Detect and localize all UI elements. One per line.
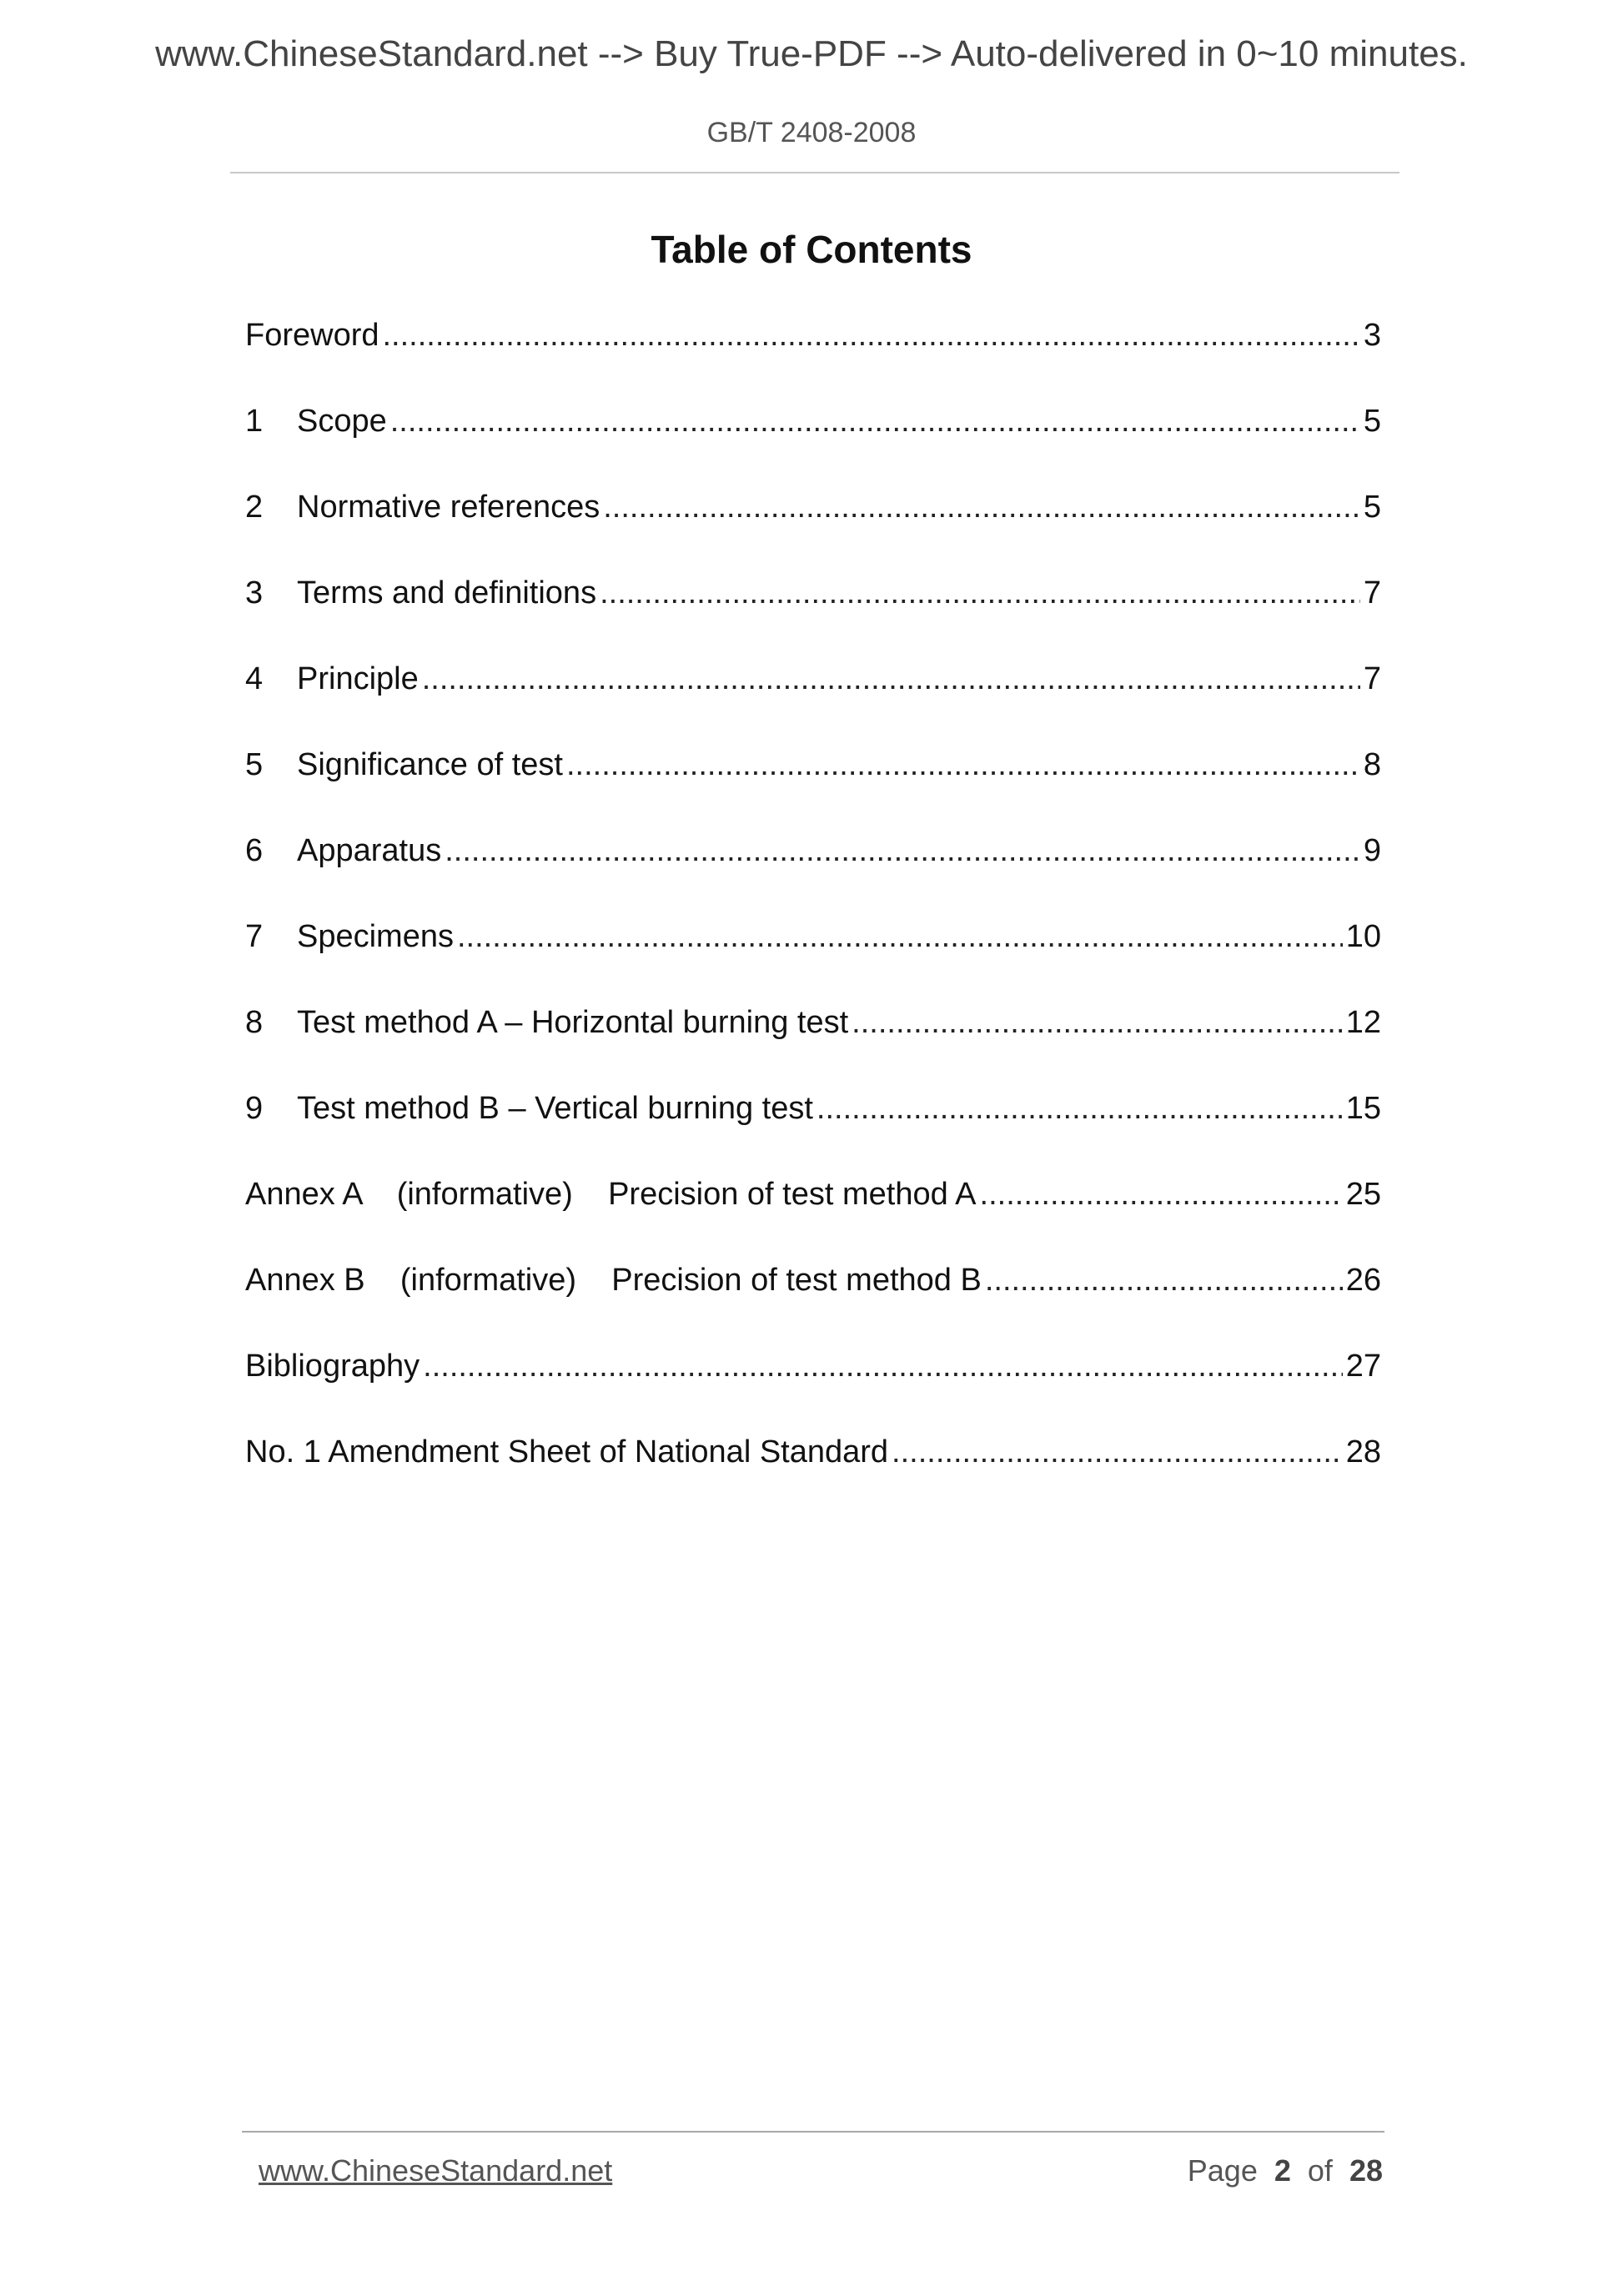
toc-entry-page: 9 <box>1363 833 1381 868</box>
toc-entry-label: Annex A (informative) Precision of test method A <box>245 1177 977 1212</box>
toc-entry-number: 6 <box>245 833 264 868</box>
toc-leader-dots <box>892 1427 1343 1477</box>
toc-entry-label: Terms and definitions <box>297 575 597 610</box>
toc-entry-foreword[interactable] <box>245 310 1381 396</box>
toc-entry-page: 7 <box>1363 575 1381 610</box>
toc-leader-dots <box>980 1169 1343 1219</box>
toc-entry-page: 8 <box>1363 747 1381 782</box>
toc-entry-page: 5 <box>1363 490 1381 525</box>
toc-leader-dots <box>600 568 1360 618</box>
toc-entry-number: 1 <box>245 404 264 439</box>
toc-leader-dots <box>603 482 1360 532</box>
footer-divider <box>242 2131 1384 2133</box>
document-code: GB/T 2408-2008 <box>706 117 917 148</box>
toc-entry-annex-b[interactable] <box>245 1255 1381 1341</box>
toc-entry-test-method-a[interactable] <box>245 997 1381 1083</box>
toc-entry-page: 27 <box>1345 1349 1381 1384</box>
toc-title: Table of Contents <box>651 228 972 271</box>
total-page-count: 28 <box>1349 2153 1383 2188</box>
toc-entry-page: 12 <box>1345 1005 1381 1040</box>
toc-entry-normative-references[interactable] <box>245 482 1381 568</box>
toc-entry-label: Apparatus <box>297 833 442 868</box>
toc-entry-apparatus[interactable] <box>245 826 1381 912</box>
toc-entry-number: 9 <box>245 1091 264 1126</box>
header-divider <box>230 172 1399 173</box>
toc-entry-page: 5 <box>1363 404 1381 439</box>
toc-entry-number: 8 <box>245 1005 264 1040</box>
toc-list <box>245 310 1381 1513</box>
toc-entry-bibliography[interactable] <box>245 1341 1381 1427</box>
toc-entry-page: 15 <box>1345 1091 1381 1126</box>
toc-entry-label: No. 1 Amendment Sheet of National Standard <box>245 1434 889 1470</box>
toc-entry-specimens[interactable] <box>245 912 1381 997</box>
toc-entry-scope[interactable] <box>245 396 1381 482</box>
toc-leader-dots <box>817 1083 1343 1133</box>
toc-entry-principle[interactable] <box>245 654 1381 740</box>
toc-entry-label: Principle <box>297 661 419 696</box>
toc-leader-dots <box>566 740 1360 790</box>
toc-entry-annex-a[interactable] <box>245 1169 1381 1255</box>
toc-entry-significance-of-test[interactable] <box>245 740 1381 826</box>
toc-entry-label: Foreword <box>245 318 379 353</box>
toc-leader-dots <box>457 912 1343 962</box>
toc-entry-number: 3 <box>245 575 264 610</box>
toc-entry-page: 3 <box>1363 318 1381 353</box>
toc-entry-amendment-sheet[interactable] <box>245 1427 1381 1513</box>
toc-leader-dots <box>852 997 1343 1048</box>
toc-entry-page: 28 <box>1345 1434 1381 1470</box>
toc-entry-page: 7 <box>1363 661 1381 696</box>
toc-entry-label: Test method B – Vertical burning test <box>297 1091 813 1126</box>
toc-entry-label: Annex B (informative) Precision of test method B <box>245 1263 982 1298</box>
toc-entry-page: 26 <box>1345 1263 1381 1298</box>
toc-leader-dots <box>423 1341 1343 1391</box>
toc-leader-dots <box>445 826 1360 876</box>
toc-leader-dots <box>985 1255 1343 1305</box>
page-indicator <box>1188 2153 1383 2188</box>
site-banner: www.ChineseStandard.net --> Buy True-PDF --> Auto-delivered in 0~10 minutes. <box>155 33 1468 74</box>
toc-entry-label: Bibliography <box>245 1349 420 1384</box>
toc-entry-page: 10 <box>1345 919 1381 954</box>
toc-entry-label: Significance of test <box>297 747 563 782</box>
toc-entry-label: Scope <box>297 404 387 439</box>
current-page-number: 2 <box>1274 2153 1291 2188</box>
toc-leader-dots <box>390 396 1360 446</box>
page-word: Page <box>1187 2153 1258 2188</box>
toc-entry-test-method-b[interactable] <box>245 1083 1381 1169</box>
of-word: of <box>1307 2153 1333 2188</box>
toc-entry-number: 5 <box>245 747 264 782</box>
footer-site-link[interactable]: www.ChineseStandard.net <box>259 2153 613 2188</box>
toc-entry-page: 25 <box>1345 1177 1381 1212</box>
toc-entry-number: 4 <box>245 661 264 696</box>
toc-entry-label: Test method A – Horizontal burning test <box>297 1005 849 1040</box>
toc-entry-label: Normative references <box>297 490 600 525</box>
toc-entry-terms-and-definitions[interactable] <box>245 568 1381 654</box>
toc-entry-number: 7 <box>245 919 264 954</box>
toc-entry-label: Specimens <box>297 919 454 954</box>
toc-entry-number: 2 <box>245 490 264 525</box>
toc-leader-dots <box>383 310 1360 360</box>
toc-leader-dots <box>422 654 1360 704</box>
